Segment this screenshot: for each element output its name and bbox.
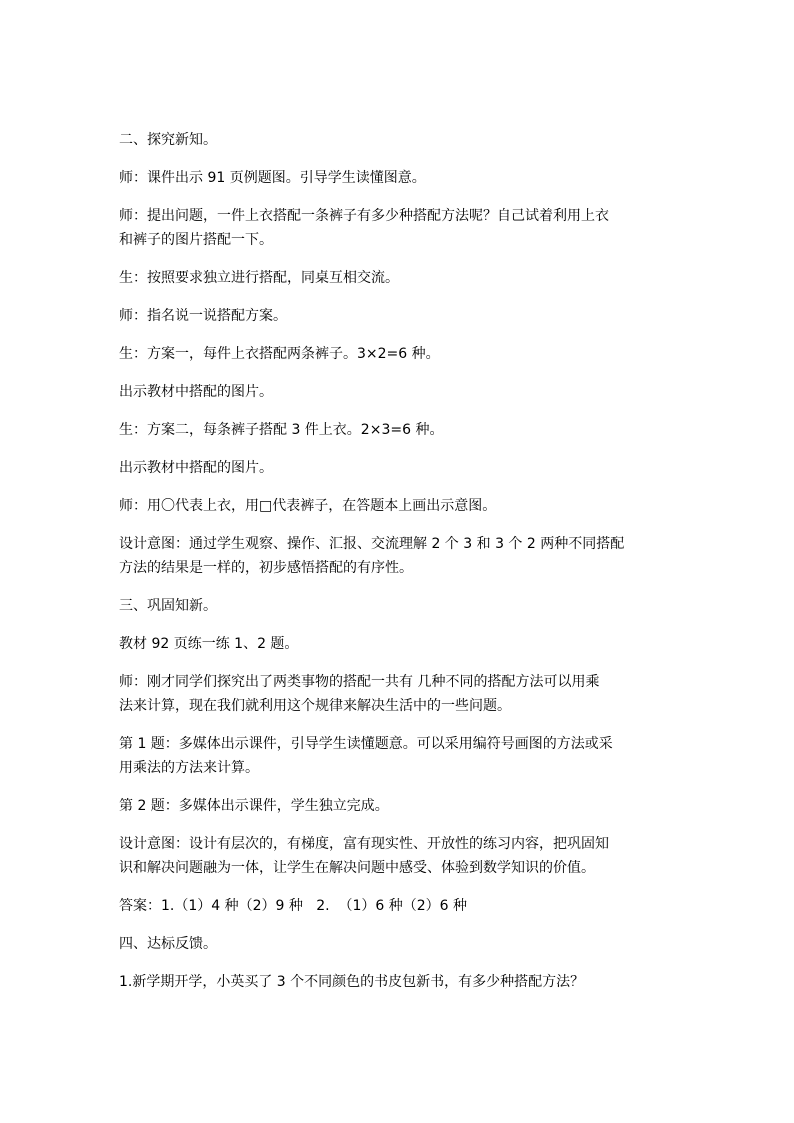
text-line: 生：方案一，每件上衣搭配两条裤子。3×2=6 种。 [119, 346, 440, 362]
text-line: 师：用〇代表上衣，用□代表裤子，在答题本上画出示意图。 [119, 498, 497, 514]
text-line: 设计意图：设计有层次的，有梯度，富有现实性、开放性的练习内容，把巩固知 [119, 836, 609, 852]
text-line: 三、巩固知新。 [119, 598, 217, 614]
text-line: 师：指名说一说搭配方案。 [119, 308, 287, 324]
paragraph [119, 670, 679, 718]
paragraph [119, 794, 679, 818]
paragraph [119, 632, 679, 656]
paragraph [119, 732, 679, 780]
paragraph [119, 418, 679, 442]
paragraph [119, 494, 679, 518]
text-line: 四、达标反馈。 [119, 936, 217, 952]
text-line: 出示教材中搭配的图片。 [119, 460, 273, 476]
document-body [119, 128, 679, 1008]
text-line: 出示教材中搭配的图片。 [119, 384, 273, 400]
paragraph [119, 266, 679, 290]
paragraph [119, 204, 679, 252]
design-intent-paragraph [119, 832, 679, 880]
paragraph [119, 380, 679, 404]
answer-paragraph [119, 894, 679, 918]
section-heading-feedback [119, 932, 679, 956]
text-line: 识和解决问题融为一体，让学生在解决问题中感受、体验到数学知识的价值。 [119, 860, 595, 876]
text-line: 1.新学期开学，小英买了 3 个不同颜色的书皮包新书，有多少种搭配方法？ [119, 974, 585, 990]
text-line: 师：课件出示 91 页例题图。引导学生读懂图意。 [119, 170, 426, 186]
text-line: 答案：1.（1）4 种（2）9 种 2. （1）6 种（2）6 种 [119, 898, 468, 914]
text-line: 生：按照要求独立进行搭配，同桌互相交流。 [119, 270, 399, 286]
text-line: 师：刚才同学们探究出了两类事物的搭配一共有 几种不同的搭配方法可以用乘 [119, 674, 600, 690]
text-line: 设计意图：通过学生观察、操作、汇报、交流理解 2 个 3 和 3 个 2 两种不同搭配 [119, 536, 625, 552]
text-line: 教材 92 页练一练 1、2 题。 [119, 636, 299, 652]
text-line: 师：提出问题，一件上衣搭配一条裤子有多少种搭配方法呢？自己试着利用上衣 [119, 208, 609, 224]
text-line: 和裤子的图片搭配一下。 [119, 232, 273, 248]
section-heading-explore [119, 128, 679, 152]
paragraph [119, 342, 679, 366]
text-line: 第 2 题：多媒体出示课件，学生独立完成。 [119, 798, 389, 814]
question-paragraph [119, 970, 679, 994]
section-heading-consolidate [119, 594, 679, 618]
paragraph [119, 304, 679, 328]
text-line: 用乘法的方法来计算。 [119, 760, 259, 776]
text-line: 二、探究新知。 [119, 132, 217, 148]
text-line: 法来计算，现在我们就利用这个规律来解决生活中的一些问题。 [119, 698, 511, 714]
text-line: 第 1 题：多媒体出示课件，引导学生读懂题意。可以采用编符号画图的方法或采 [119, 736, 613, 752]
paragraph [119, 166, 679, 190]
text-line: 生：方案二，每条裤子搭配 3 件上衣。2×3=6 种。 [119, 422, 444, 438]
text-line: 方法的结果是一样的，初步感悟搭配的有序性。 [119, 560, 413, 576]
design-intent-paragraph [119, 532, 679, 580]
paragraph [119, 456, 679, 480]
